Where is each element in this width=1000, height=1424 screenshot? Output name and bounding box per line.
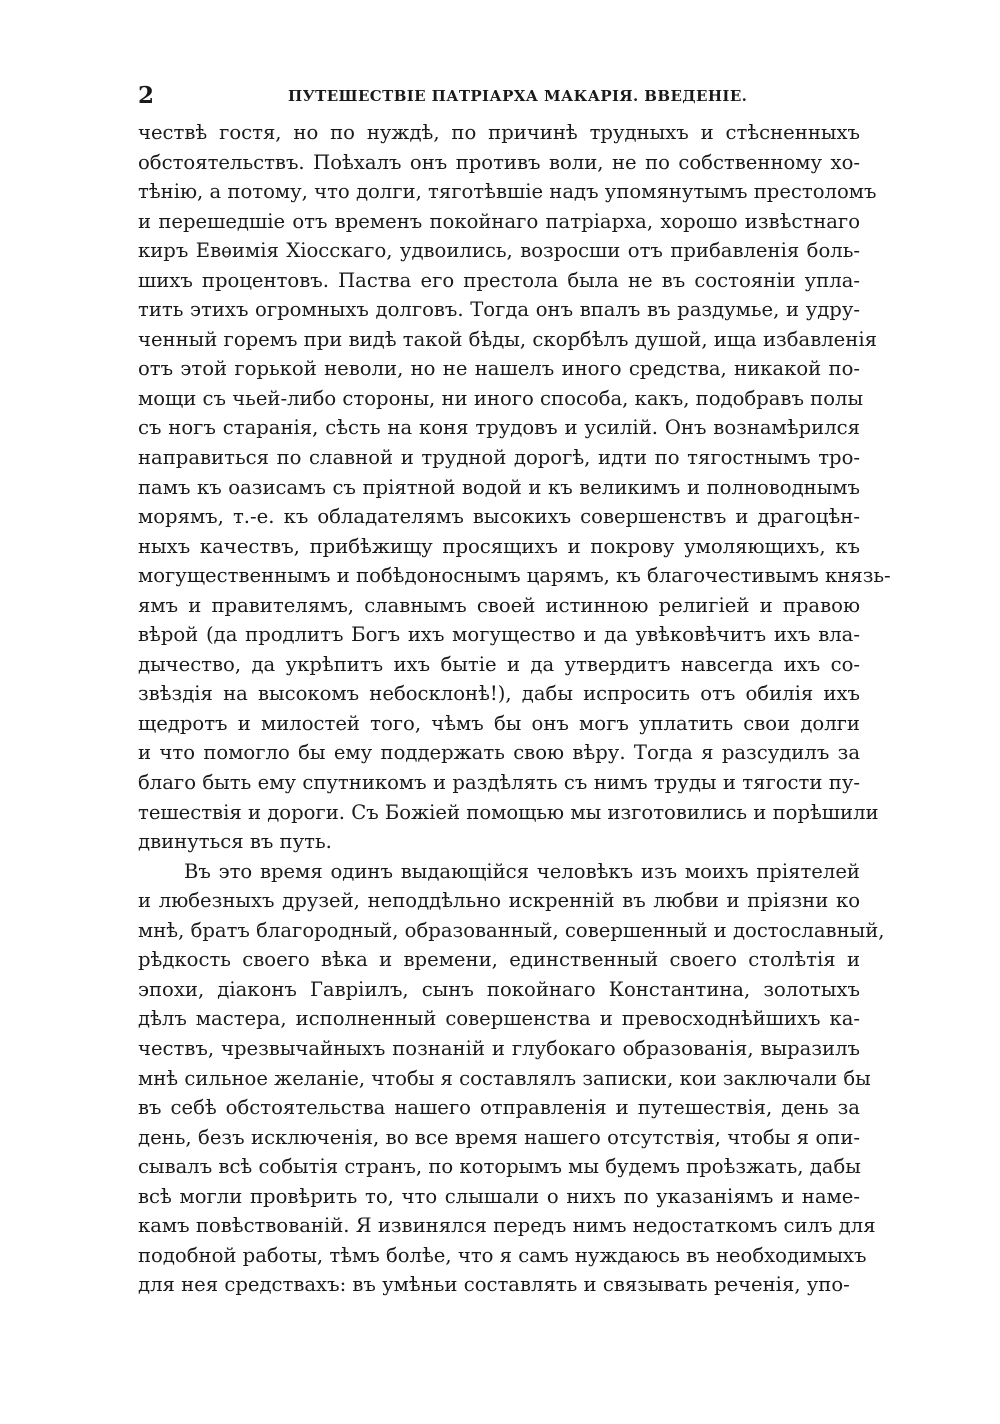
text-line: дычество, да укрѣпитъ ихъ бытіе и да утвердитъ навсегда ихъ со- — [138, 652, 860, 676]
running-head: ПУТЕШЕСТВІЕ ПАТРІАРХА МАКАРІЯ. ВВЕДЕНІЕ. — [288, 87, 748, 105]
text-line: сывалъ всѣ событія странъ, по которымъ мы будемъ проѣзжать, дабы — [138, 1155, 861, 1179]
text-line: направиться по славной и трудной дорогѣ, идти по тягостнымъ тро- — [138, 446, 860, 470]
text-line: чествѣ гостя, но по нуждѣ, по причинѣ трудныхъ и стѣсненныхъ — [138, 121, 860, 144]
text-line: могущественнымъ и побѣдоноснымъ царямъ, къ благочестивымъ князь- — [138, 564, 891, 588]
text-line: отъ этой горькой неволи, но не нашелъ иного средства, никакой по- — [138, 357, 860, 381]
text-line: тешествія и дороги. Съ Божіей помощью мы изготовились и порѣшили — [138, 800, 879, 824]
text-line: и перешедшіе отъ временъ покойнаго патріарха, хорошо извѣстнаго — [138, 209, 860, 233]
text-line: рѣдкость своего вѣка и времени, единственный своего столѣтія и — [138, 948, 860, 972]
text-line: киръ Евѳимія Хіосскаго, удвоились, возросши отъ прибавленія боль- — [138, 239, 860, 263]
text-line: и любезныхъ друзей, неподдѣльно искренній въ любви и пріязни ко — [138, 889, 860, 913]
text-line: благо быть ему спутникомъ и раздѣлять съ нимъ труды и тягости пу- — [138, 771, 860, 795]
text-line: ченный горемъ при видѣ такой бѣды, скорбѣлъ душой, ища избавленія — [138, 327, 877, 351]
text-line: въ себѣ обстоятельства нашего отправленія и путешествія, день за — [138, 1096, 860, 1120]
text-line: Въ это время одинъ выдающійся человѣкъ изъ моихъ пріятелей — [184, 859, 860, 883]
text-line: мнѣ, братъ благородный, образованный, совершенный и достославный, — [138, 918, 885, 942]
text-line: мощи съ чьей-либо стороны, ни иного способа, какъ, подобравъ полы — [138, 386, 864, 410]
text-line: тить этихъ огромныхъ долговъ. Тогда онъ впалъ въ раздумье, и удру- — [138, 298, 860, 322]
page-number: 2 — [138, 82, 155, 109]
page-header — [138, 82, 860, 116]
text-line: дѣлъ мастера, исполненный совершенства и превосходнѣйшихъ ка- — [138, 1007, 860, 1031]
text-line: памъ къ оазисамъ съ пріятной водой и къ великимъ и полноводнымъ — [138, 475, 860, 499]
text-line: и что помогло бы ему поддержать свою вѣру. Тогда я разсудилъ за — [138, 741, 860, 765]
text-line: чествъ, чрезвычайныхъ познаній и глубокаго образованія, выразилъ — [138, 1036, 860, 1060]
text-line: ямъ и правителямъ, славнымъ своей истинною религіей и правою — [138, 593, 860, 617]
text-line: щедротъ и милостей того, чѣмъ бы онъ могъ уплатить свои долги — [138, 711, 860, 735]
text-line: тѣнію, а потому, что долги, тяготѣвшіе надъ упомянутымъ престоломъ — [138, 180, 877, 204]
text-line: шихъ процентовъ. Паства его престола была не въ состояніи упла- — [138, 268, 860, 292]
text-line: мнѣ сильное желаніе, чтобы я составлялъ записки, кои заключали бы — [138, 1066, 871, 1090]
paragraph — [138, 857, 885, 1300]
text-line: для нея средствахъ: въ умѣньи составлять и связывать реченія, упо- — [138, 1273, 850, 1297]
text-line: съ ногъ старанія, сѣсть на коня трудовъ и усилій. Онъ вознамѣрился — [138, 416, 860, 440]
paragraph — [138, 118, 891, 857]
text-line: всѣ могли провѣрить то, что слышали о нихъ по указаніямъ и наме- — [138, 1184, 860, 1208]
text-line: вѣрой (да продлитъ Богъ ихъ могущество и да увѣковѣчитъ ихъ вла- — [138, 623, 860, 647]
text-line: подобной работы, тѣмъ болѣе, что я самъ нуждаюсь въ необходимыхъ — [138, 1243, 867, 1267]
text-line: морямъ, т.-е. къ обладателямъ высокихъ совершенствъ и драгоцѣн- — [138, 505, 860, 529]
text-line: звѣздія на высокомъ небосклонѣ!), дабы испросить отъ обилія ихъ — [138, 682, 860, 706]
text-line: ныхъ качествъ, прибѣжищу просящихъ и покрову умоляющихъ, къ — [138, 534, 860, 558]
body-text — [138, 118, 891, 1300]
text-line: эпохи, діаконъ Гавріилъ, сынъ покойнаго Константина, золотыхъ — [138, 977, 860, 1001]
text-line: двинуться въ путь. — [138, 830, 332, 854]
text-line: день, безъ исключенія, во все время нашего отсутствія, чтобы я опи- — [138, 1125, 860, 1149]
text-line: камъ повѣствованій. Я извинялся передъ нимъ недостаткомъ силъ для — [138, 1214, 876, 1238]
text-line: обстоятельствъ. Поѣхалъ онъ противъ воли, не по собственному хо- — [138, 150, 860, 174]
